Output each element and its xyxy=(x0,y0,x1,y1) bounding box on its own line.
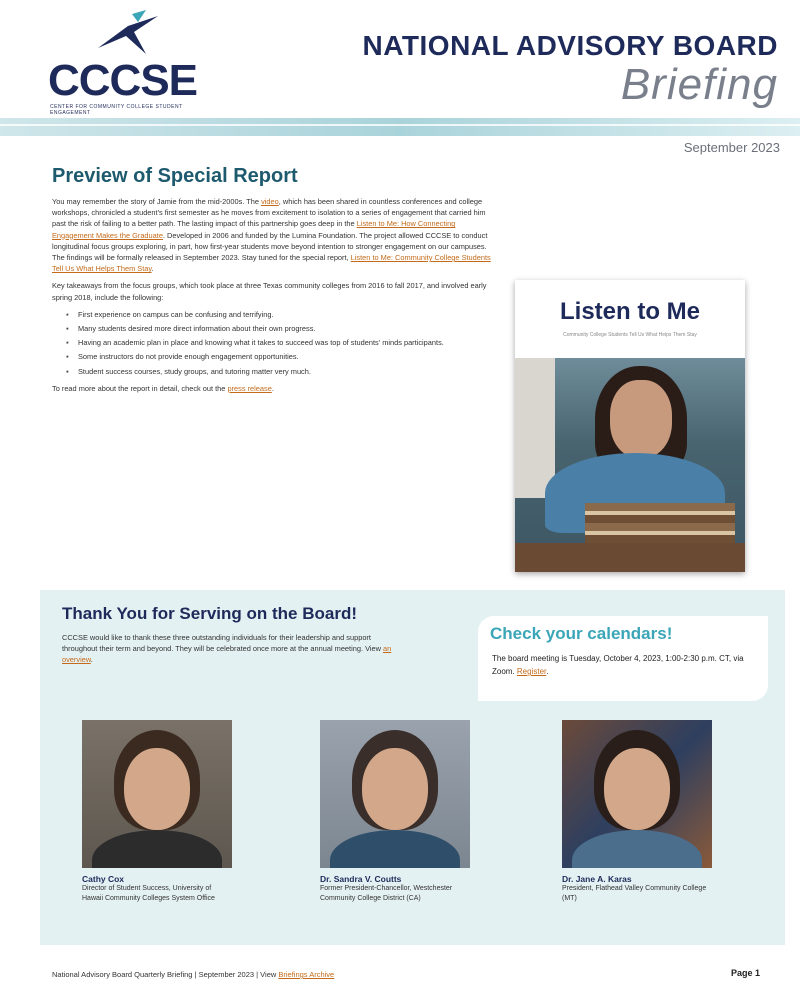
member-photo xyxy=(562,720,712,868)
video-link[interactable]: video xyxy=(261,197,279,206)
briefings-archive-link[interactable]: Briefings Archive xyxy=(278,970,335,979)
photo-face xyxy=(124,748,190,830)
member-photo xyxy=(320,720,470,868)
board-member-card xyxy=(320,720,470,904)
text-span: . Developed in 2006 and funded by the Lumina Foundation. The project allowed CCCSE to conduct longitudinal focus groups exploring, in part, how first-year students move beyond intention to stronger engagement on our campuses. The findings will be formally released in September 2023. Stay tuned for the special report, xyxy=(52,230,488,263)
member-role: Director of Student Success, University of Hawaii Community Colleges System Office xyxy=(82,885,215,902)
photo-body xyxy=(572,830,702,868)
cover-subtitle: Community College Students Tell Us What Helps Them Stay xyxy=(563,332,697,338)
text-span: You may remember the story of Jamie from the mid-2000s. The xyxy=(52,197,262,206)
member-name: Cathy Cox xyxy=(82,874,125,884)
text-span: , which has been shared in countless conferences and college workshops, chronicled a student's first semester as he moves from excitement to isolation to a series of engagement that carried him past the risk of failing to a better path. The lasting impact of this partnership goes deep in the xyxy=(52,197,486,229)
member-role: Former President-Chancellor, Westchester Community College District (CA) xyxy=(320,885,453,902)
page-number: Page 1 xyxy=(730,968,760,978)
header-band-line xyxy=(0,124,800,126)
cccse-logo[interactable] xyxy=(48,8,198,116)
photo-desk xyxy=(515,543,745,572)
text-span: . xyxy=(271,383,274,393)
logo-star-icon xyxy=(88,8,168,58)
photo-face xyxy=(362,748,428,830)
photo-face xyxy=(610,380,672,458)
overview-link[interactable]: an overview xyxy=(62,644,392,665)
board-member-card xyxy=(82,720,232,904)
board-member-card xyxy=(562,720,712,904)
text-span: National Advisory Board Quarterly Briefing | September 2023 | View xyxy=(52,970,279,979)
text-span: CCCSE would like to thank these three outstanding individuals for their leadership and support throughout their term and beyond. They will be celebrated once more at the annual meeting. View xyxy=(62,633,384,654)
list-item: ▪ Some instructors do not provide enough engagement opportunities. xyxy=(70,351,492,362)
cover-title: Listen to Me xyxy=(559,298,700,325)
member-name: Dr. Sandra V. Coutts xyxy=(320,874,402,884)
photo-body xyxy=(330,830,460,868)
takeaways-list xyxy=(70,309,492,377)
calendar-text xyxy=(492,652,752,678)
logo-text: CCCSE xyxy=(48,56,198,105)
photo-background xyxy=(515,358,555,498)
text-span: . xyxy=(90,655,93,665)
calendar-title: Check your calendars! xyxy=(490,624,673,643)
logo-subtext: CENTER FOR COMMUNITY COLLEGE STUDENT ENGAGEMENT xyxy=(50,104,183,116)
header-band xyxy=(0,118,800,136)
text-span: The board meeting is Tuesday, October 4, 2023, 1:00-2:30 p.m. CT, via Zoom. xyxy=(492,654,744,676)
newsletter-subtitle: Briefing xyxy=(620,60,778,109)
listen-to-me-link[interactable]: Listen to Me: How Connecting Engagement Makes the Graduate xyxy=(52,219,456,240)
preview-paragraph-1 xyxy=(52,196,492,274)
newsletter-title: NATIONAL ADVISORY BOARD xyxy=(362,30,778,61)
text-span: To read more about the report in detail, check out the xyxy=(52,383,228,393)
text-span: . xyxy=(151,264,154,274)
member-name: Dr. Jane A. Karas xyxy=(562,874,632,884)
preview-section-title: Preview of Special Report xyxy=(52,165,298,187)
member-photo xyxy=(82,720,232,868)
press-release-link[interactable]: press release xyxy=(227,383,272,393)
photo-face xyxy=(604,748,670,830)
issue-date: September 2023 xyxy=(683,140,780,155)
member-role: President, Flathead Valley Community College (MT) xyxy=(562,885,707,902)
register-link[interactable]: Register xyxy=(516,667,547,676)
header xyxy=(0,0,800,118)
report-cover-image[interactable] xyxy=(515,280,745,572)
footer xyxy=(52,970,334,979)
list-item: ▪ First experience on campus can be confusing and terrifying. xyxy=(70,309,492,320)
list-item: ▪ Many students desired more direct information about their own progress. xyxy=(70,323,492,334)
text-span: . xyxy=(546,667,549,676)
thanks-section-title: Thank You for Serving on the Board! xyxy=(62,604,358,623)
cover-photo xyxy=(515,358,745,572)
preview-paragraph-3 xyxy=(52,383,492,394)
list-item: ▪ Having an academic plan in place and knowing what it takes to succeed was top of students' minds participants. xyxy=(70,337,492,348)
preview-paragraph-2: Key takeaways from the focus groups, which took place at three Texas community colleges from 2016 to fall 2017, and involved early spring 2018, include the following: xyxy=(52,281,487,302)
thanks-text xyxy=(62,632,402,666)
photo-body xyxy=(92,830,222,868)
special-report-link[interactable]: Listen to Me: Community College Students Tell Us What Helps Them Stay xyxy=(52,253,491,274)
preview-body xyxy=(52,196,492,400)
list-item: ▪ Student success courses, study groups, and tutoring matter very much. xyxy=(70,366,492,377)
